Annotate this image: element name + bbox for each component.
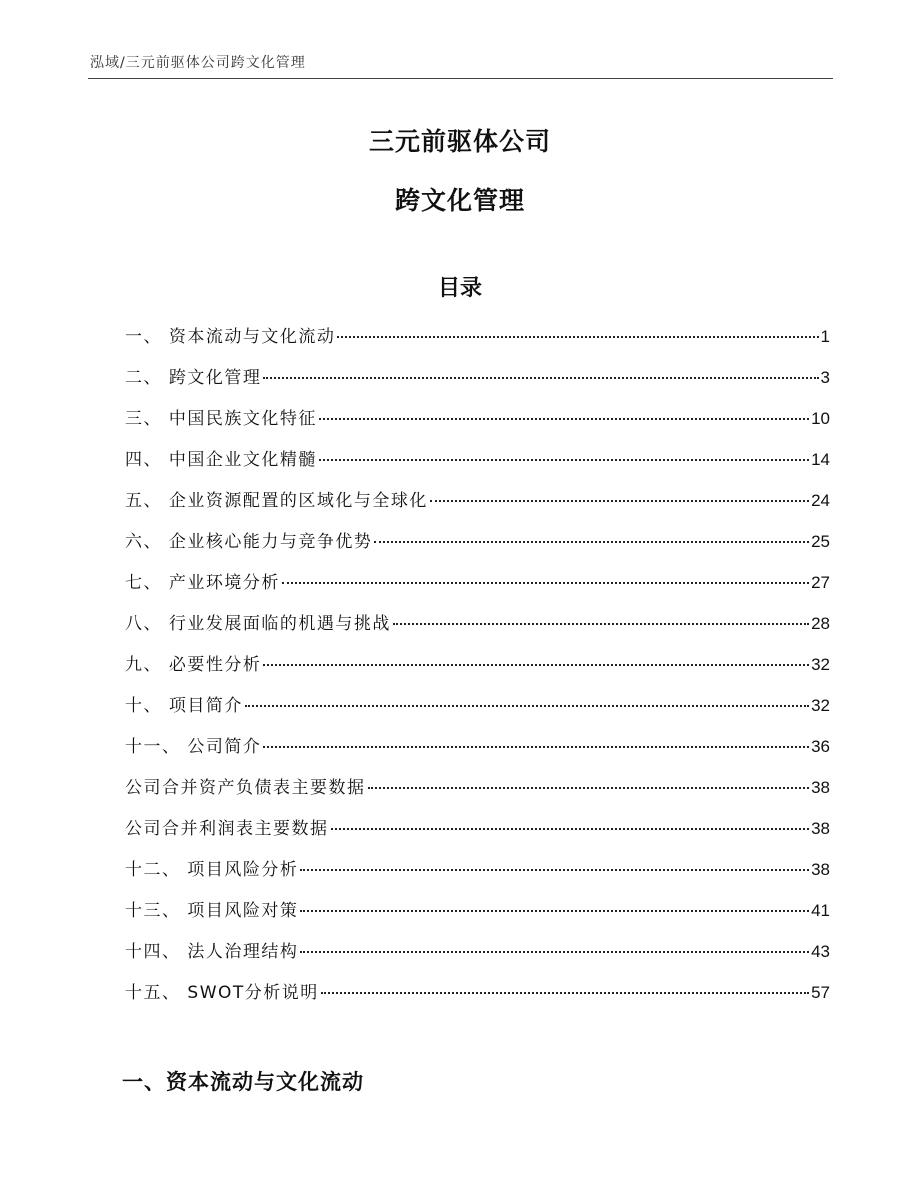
toc-entry-label: 四、 中国企业文化精髓 [125, 450, 317, 470]
toc-entry-page-number: 41 [811, 901, 830, 920]
toc-dot-leader [300, 869, 809, 871]
toc-entry-page-number: 1 [820, 327, 830, 346]
toc-entry[interactable] [125, 568, 830, 609]
toc-entry-page-number: 10 [811, 409, 830, 428]
toc-entry-label: 五、 企业资源配置的区域化与全球化 [125, 491, 428, 511]
toc-entry-page-number: 28 [811, 614, 830, 633]
toc-dot-leader [374, 541, 809, 543]
toc-dot-leader [245, 705, 809, 707]
toc-dot-leader [282, 582, 809, 584]
toc-dot-leader [263, 664, 809, 666]
toc-entry[interactable] [125, 691, 830, 732]
toc-dot-leader [337, 336, 818, 338]
toc-dot-leader [263, 377, 818, 379]
toc-entry-page-number: 14 [811, 450, 830, 469]
toc-entry-label: 九、 必要性分析 [125, 655, 262, 675]
toc-entry-label: 三、 中国民族文化特征 [125, 409, 317, 429]
toc-entry-page-number: 57 [811, 983, 830, 1002]
toc-dot-leader [300, 910, 809, 912]
toc-dot-leader [393, 623, 809, 625]
toc-entry[interactable] [125, 978, 830, 1019]
toc-entry[interactable] [125, 363, 830, 404]
toc-entry-label: 公司合并利润表主要数据 [125, 819, 329, 839]
document-subtitle: 跨文化管理 [394, 186, 525, 215]
running-header: 泓域/三元前驱体公司跨文化管理 [90, 55, 306, 71]
toc-entry[interactable] [125, 855, 830, 896]
toc-entry-label: 公司合并资产负债表主要数据 [125, 778, 366, 798]
toc-entry-label: 八、 行业发展面临的机遇与挑战 [125, 614, 391, 634]
toc-dot-leader [368, 787, 810, 789]
section-heading: 一、资本流动与文化流动 [122, 1070, 364, 1094]
toc-entry-page-number: 27 [811, 573, 830, 592]
toc-entry-page-number: 38 [811, 778, 830, 797]
toc-entry-page-number: 25 [811, 532, 830, 551]
toc-entry-label: 七、 产业环境分析 [125, 573, 280, 593]
toc-entry[interactable] [125, 609, 830, 650]
table-of-contents [125, 322, 830, 1019]
toc-entry-label: 一、 资本流动与文化流动 [125, 327, 336, 347]
toc-entry[interactable] [125, 404, 830, 445]
toc-entry-label: 十一、 公司简介 [125, 737, 262, 757]
toc-entry[interactable] [125, 650, 830, 691]
toc-entry-page-number: 38 [811, 819, 830, 838]
toc-dot-leader [319, 418, 809, 420]
toc-entry[interactable] [125, 814, 830, 855]
toc-entry-label: 十、 项目简介 [125, 696, 243, 716]
toc-dot-leader [263, 746, 809, 748]
toc-entry-page-number: 3 [820, 368, 830, 387]
toc-entry[interactable] [125, 486, 830, 527]
toc-entry-label: 十二、 项目风险分析 [125, 860, 299, 880]
toc-entry-label: 二、 跨文化管理 [125, 368, 262, 388]
toc-entry[interactable] [125, 445, 830, 486]
toc-entry-label: 十三、 项目风险对策 [125, 901, 299, 921]
toc-entry-page-number: 43 [811, 942, 830, 961]
toc-dot-leader [321, 992, 809, 994]
toc-entry-label: 十五、 SWOT分析说明 [125, 983, 319, 1003]
toc-entry-page-number: 32 [811, 655, 830, 674]
toc-entry[interactable] [125, 773, 830, 814]
toc-dot-leader [300, 951, 809, 953]
toc-entry[interactable] [125, 527, 830, 568]
toc-entry-page-number: 24 [811, 491, 830, 510]
toc-dot-leader [331, 828, 810, 830]
document-title: 三元前驱体公司 [368, 127, 551, 156]
toc-entry[interactable] [125, 896, 830, 937]
toc-entry[interactable] [125, 937, 830, 978]
toc-dot-leader [319, 459, 809, 461]
toc-entry[interactable] [125, 732, 830, 773]
toc-entry-page-number: 38 [811, 860, 830, 879]
toc-dot-leader [430, 500, 809, 502]
toc-entry-page-number: 32 [811, 696, 830, 715]
toc-entry-page-number: 36 [811, 737, 830, 756]
toc-entry-label: 六、 企业核心能力与竞争优势 [125, 532, 373, 552]
toc-entry[interactable] [125, 322, 830, 363]
toc-entry-label: 十四、 法人治理结构 [125, 942, 299, 962]
toc-heading: 目录 [437, 276, 482, 301]
header-divider [88, 78, 833, 79]
